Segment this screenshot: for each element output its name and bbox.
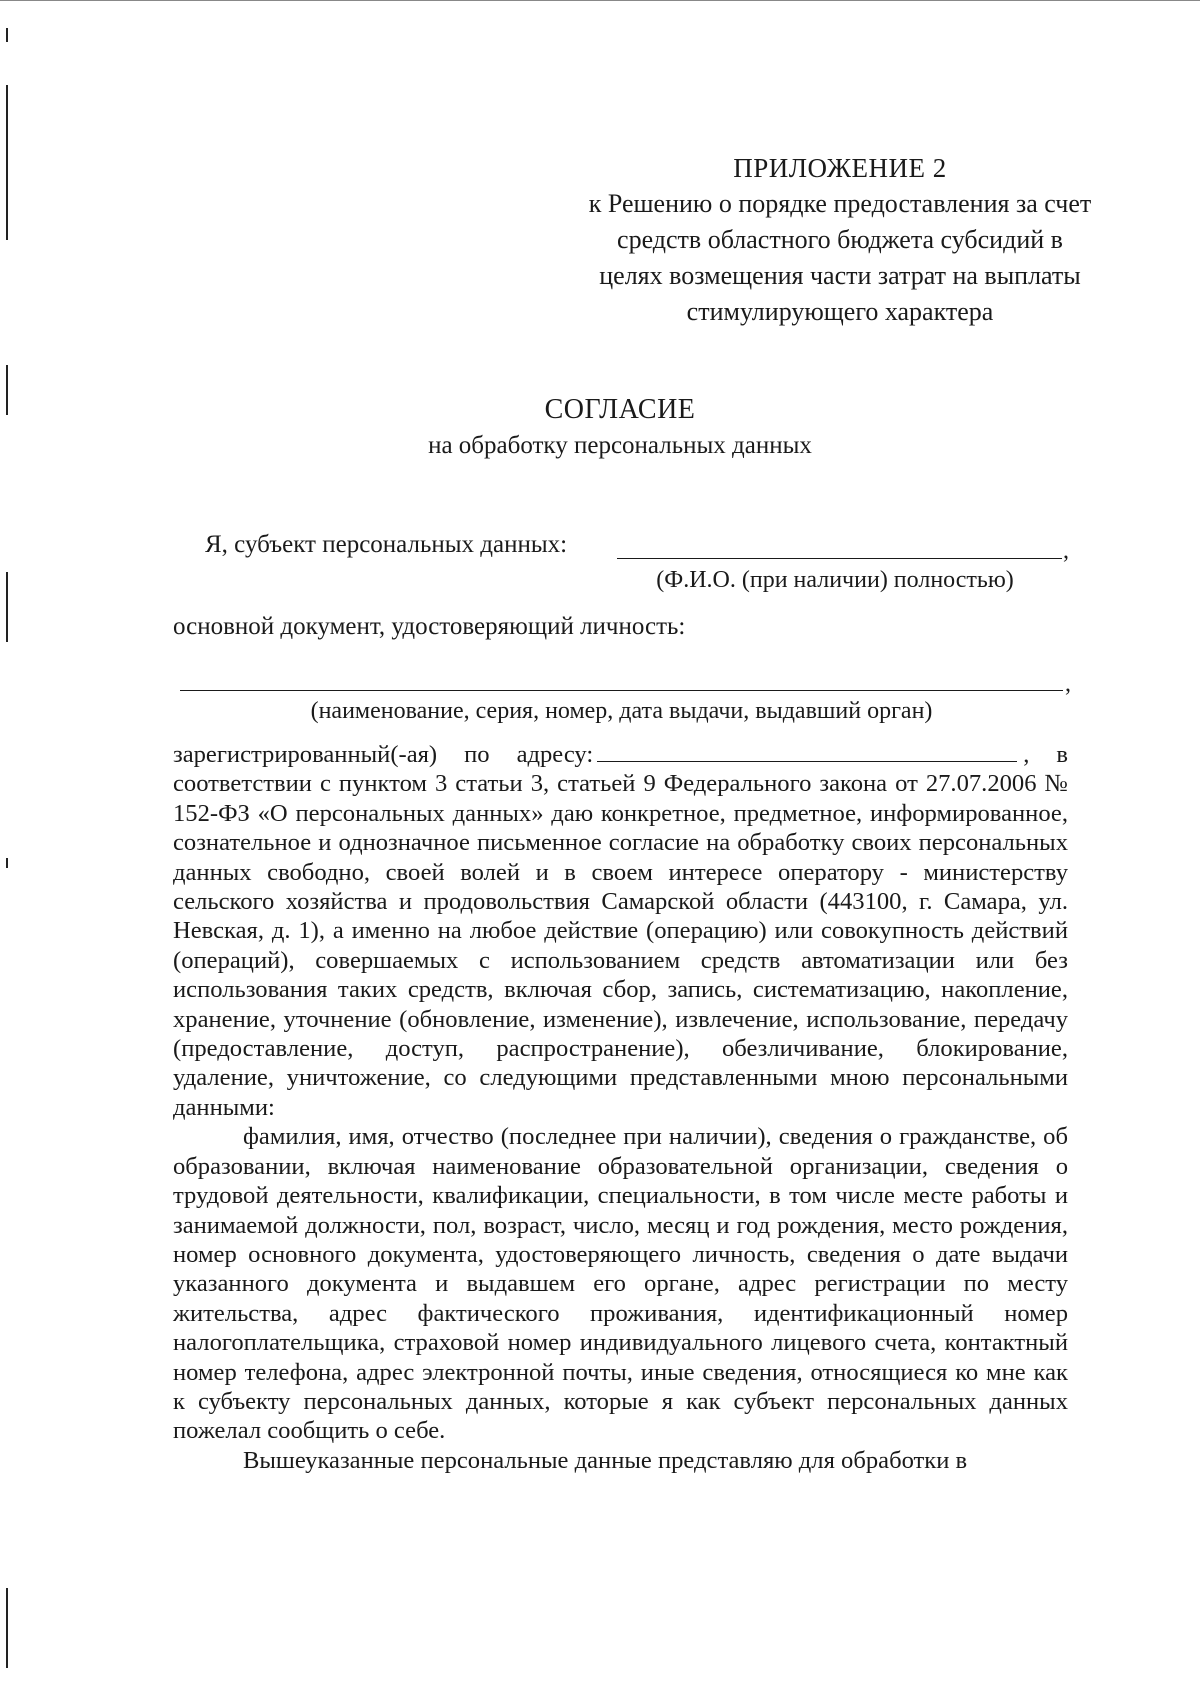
identity-document-caption: (наименование, серия, номер, дата выдачи, выдавший орган) (310, 698, 933, 724)
comma: , (1065, 671, 1071, 697)
address-paragraph (173, 739, 1068, 1122)
document-subtitle: на обработку персональных данных (428, 432, 812, 459)
appendix-line: целях возмещения части затрат на выплаты (599, 261, 1081, 290)
consent-text: соответствии с пунктом 3 статьи 3, статьей 9 Федерального закона от 27.07.2006 № 152-ФЗ «О персональных данных» даю конкретное, предметное, информированное, сознательное и однозначное письменное согласие на обработку своих персональных данных свободно, своей волей и в своем интересе оператору - министерству сельского хозяйства и продовольствия Самарской области (443100, г. Самара, ул. Невская, д. 1), а именно на любое действие (операцию) или совокупность действий (операций), совершаемых с использованием средств автоматизации или без использования таких средств, включая сбор, запись, систематизацию, накопление, хранение, уточнение (обновление, изменение), извлечение, использование, передачу (предоставление, доступ, распространение), обезличивание, блокирование, удаление, уничтожение, со следующими представленными мною персональными данными: (173, 770, 1068, 1121)
scan-mark (6, 1588, 8, 1668)
comma: , (1063, 538, 1069, 564)
appendix-title: ПРИЛОЖЕНИЕ 2 (733, 153, 947, 183)
identity-document-label: основной документ, удостоверяющий личность: (173, 613, 686, 640)
personal-data-list: фамилия, имя, отчество (последнее при наличии), сведения о гражданстве, об образовании, включая наименование образовательной организации, сведения о трудовой деятельности, квалификации, специальности, в том числе месте работы и занимаемой должности, пол, возраст, число, месяц и год рождения, место рождения, номер основного документа, удостоверяющего личность, сведения о дате выдачи указанного документа и выдавшем его органе, адрес регистрации по месту жительства, адрес фактического проживания, идентификационный номер налогоплательщика, страховой номер индивидуального лицевого счета, контактный номер телефона, адрес электронной почты, иные сведения, относящиеся ко мне как к субъекту персональных данных, которые я как субъект персональных данных пожелал сообщить о себе. (173, 1123, 1068, 1445)
address-field[interactable] (597, 739, 1017, 762)
appendix-line: средств областного бюджета субсидий в (617, 225, 1063, 254)
subject-name-field[interactable] (617, 558, 1062, 559)
appendix-header (545, 150, 1135, 330)
appendix-line: к Решению о порядке предоставления за счет (588, 189, 1092, 218)
appendix-line: стимулирующего характера (686, 297, 994, 326)
identity-document-field[interactable] (180, 690, 1063, 691)
closing-line: Вышеуказанные персональные данные представляю для обработки в (243, 1446, 968, 1474)
scan-mark (6, 858, 8, 868)
consent-body (173, 739, 1068, 1475)
document-title: СОГЛАСИЕ (544, 394, 696, 425)
address-suffix: , в (1023, 741, 1068, 768)
address-label: зарегистрированный(-ая) по адресу: (173, 741, 594, 768)
scan-mark (6, 572, 8, 642)
subject-label: Я, субъект персональных данных: (205, 531, 568, 558)
document-title-block (0, 390, 1200, 462)
subject-field-caption: (Ф.И.О. (при наличии) полностью) (656, 567, 1014, 593)
scan-mark (6, 28, 8, 42)
scan-top-edge (0, 0, 1200, 1)
scan-mark (6, 85, 8, 240)
